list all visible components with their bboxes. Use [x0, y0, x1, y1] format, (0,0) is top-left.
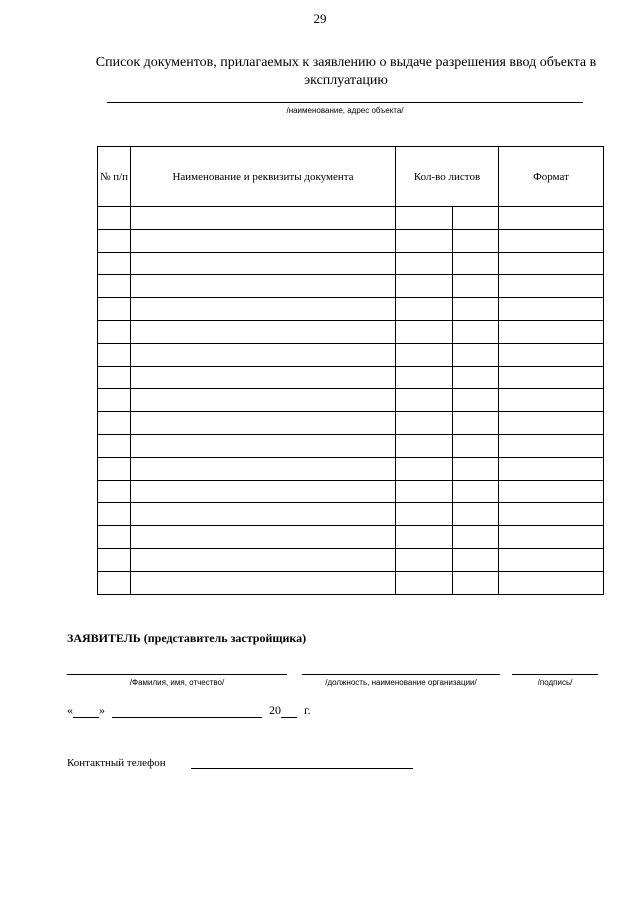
- applicant-heading: ЗАЯВИТЕЛЬ (представитель застройщика): [67, 631, 307, 645]
- row-sheets-cell-a[interactable]: [396, 275, 453, 298]
- table-row: [98, 207, 604, 230]
- row-sheets-cell-b[interactable]: [453, 480, 499, 503]
- row-sheets-cell-a[interactable]: [396, 548, 453, 571]
- date-close-quote: »: [99, 703, 105, 717]
- row-doc-name-cell[interactable]: [131, 503, 396, 526]
- row-format-cell[interactable]: [499, 207, 604, 230]
- row-num-cell[interactable]: [98, 366, 131, 389]
- year-prefix: 20: [269, 703, 281, 717]
- row-sheets-cell-a[interactable]: [396, 457, 453, 480]
- row-format-cell[interactable]: [499, 366, 604, 389]
- row-format-cell[interactable]: [499, 526, 604, 549]
- row-sheets-cell-b[interactable]: [453, 389, 499, 412]
- date-open-quote: «: [67, 703, 73, 717]
- row-doc-name-cell[interactable]: [131, 480, 396, 503]
- year-suffix: г.: [304, 703, 311, 717]
- table-row: [98, 503, 604, 526]
- row-num-cell[interactable]: [98, 252, 131, 275]
- signature-line: [512, 674, 598, 675]
- row-format-cell[interactable]: [499, 503, 604, 526]
- row-doc-name-cell[interactable]: [131, 298, 396, 321]
- row-doc-name-cell[interactable]: [131, 526, 396, 549]
- table-row: [98, 480, 604, 503]
- row-sheets-cell-a[interactable]: [396, 434, 453, 457]
- row-num-cell[interactable]: [98, 343, 131, 366]
- row-sheets-cell-b[interactable]: [453, 252, 499, 275]
- row-sheets-cell-a[interactable]: [396, 298, 453, 321]
- row-sheets-cell-b[interactable]: [453, 343, 499, 366]
- table-row: [98, 366, 604, 389]
- row-sheets-cell-a[interactable]: [396, 320, 453, 343]
- row-doc-name-cell[interactable]: [131, 343, 396, 366]
- row-sheets-cell-b[interactable]: [453, 298, 499, 321]
- row-doc-name-cell[interactable]: [131, 457, 396, 480]
- row-sheets-cell-b[interactable]: [453, 229, 499, 252]
- signature-caption: /подпись/: [537, 678, 573, 687]
- row-sheets-cell-a[interactable]: [396, 571, 453, 594]
- row-num-cell[interactable]: [98, 412, 131, 435]
- row-sheets-cell-a[interactable]: [396, 343, 453, 366]
- table-header-row: [98, 147, 604, 207]
- row-num-cell[interactable]: [98, 320, 131, 343]
- row-sheets-cell-a[interactable]: [396, 252, 453, 275]
- row-format-cell[interactable]: [499, 571, 604, 594]
- table-row: [98, 526, 604, 549]
- row-num-cell[interactable]: [98, 526, 131, 549]
- row-format-cell[interactable]: [499, 343, 604, 366]
- phone-line[interactable]: [191, 768, 413, 769]
- day-blank[interactable]: [73, 705, 99, 718]
- documents-table: [97, 146, 604, 595]
- row-doc-name-cell[interactable]: [131, 366, 396, 389]
- header-doc-name: Наименование и реквизиты документа: [131, 147, 396, 207]
- row-sheets-cell-a[interactable]: [396, 503, 453, 526]
- month-blank[interactable]: [112, 705, 262, 718]
- row-sheets-cell-b[interactable]: [453, 457, 499, 480]
- object-line: [107, 102, 583, 103]
- row-sheets-cell-b[interactable]: [453, 320, 499, 343]
- fio-caption: /Фамилия, имя, отчество/: [129, 678, 225, 687]
- header-num: № п/п: [98, 147, 131, 207]
- row-doc-name-cell[interactable]: [131, 389, 396, 412]
- table-row: [98, 412, 604, 435]
- row-sheets-cell-b[interactable]: [453, 275, 499, 298]
- row-doc-name-cell[interactable]: [131, 229, 396, 252]
- row-num-cell[interactable]: [98, 503, 131, 526]
- table-row: [98, 434, 604, 457]
- row-sheets-cell-a[interactable]: [396, 366, 453, 389]
- row-sheets-cell-a[interactable]: [396, 526, 453, 549]
- row-num-cell[interactable]: [98, 207, 131, 230]
- table-row: [98, 229, 604, 252]
- row-format-cell[interactable]: [499, 412, 604, 435]
- row-num-cell[interactable]: [98, 434, 131, 457]
- row-doc-name-cell[interactable]: [131, 207, 396, 230]
- row-format-cell[interactable]: [499, 320, 604, 343]
- table-row: [98, 571, 604, 594]
- row-num-cell[interactable]: [98, 571, 131, 594]
- row-sheets-cell-a[interactable]: [396, 389, 453, 412]
- table-row: [98, 298, 604, 321]
- row-doc-name-cell[interactable]: [131, 571, 396, 594]
- table-row: [98, 343, 604, 366]
- row-sheets-cell-b[interactable]: [453, 207, 499, 230]
- table-row: [98, 252, 604, 275]
- row-doc-name-cell[interactable]: [131, 548, 396, 571]
- row-format-cell[interactable]: [499, 389, 604, 412]
- table-row: [98, 457, 604, 480]
- row-format-cell[interactable]: [499, 457, 604, 480]
- row-sheets-cell-b[interactable]: [453, 366, 499, 389]
- row-doc-name-cell[interactable]: [131, 434, 396, 457]
- row-sheets-cell-a[interactable]: [396, 480, 453, 503]
- row-sheets-cell-a[interactable]: [396, 229, 453, 252]
- page-number: 29: [313, 11, 327, 26]
- row-doc-name-cell[interactable]: [131, 275, 396, 298]
- fio-line: [67, 674, 287, 675]
- row-sheets-cell-b[interactable]: [453, 503, 499, 526]
- table-row: [98, 548, 604, 571]
- row-num-cell[interactable]: [98, 480, 131, 503]
- row-format-cell[interactable]: [499, 275, 604, 298]
- phone-label: Контактный телефон: [67, 757, 166, 769]
- row-sheets-cell-b[interactable]: [453, 434, 499, 457]
- row-sheets-cell-b[interactable]: [453, 526, 499, 549]
- row-doc-name-cell[interactable]: [131, 320, 396, 343]
- table-row: [98, 275, 604, 298]
- row-num-cell[interactable]: [98, 548, 131, 571]
- row-num-cell[interactable]: [98, 389, 131, 412]
- row-num-cell[interactable]: [98, 275, 131, 298]
- row-sheets-cell-b[interactable]: [453, 548, 499, 571]
- row-doc-name-cell[interactable]: [131, 252, 396, 275]
- header-sheets: Кол-во листов: [396, 147, 499, 207]
- row-format-cell[interactable]: [499, 298, 604, 321]
- header-format: Формат: [499, 147, 604, 207]
- row-format-cell[interactable]: [499, 434, 604, 457]
- row-num-cell[interactable]: [98, 298, 131, 321]
- object-caption: /наименование, адрес объекта/: [286, 106, 404, 115]
- document-title: Список документов, прилагаемых к заявлению о выдаче разрешения ввод объекта в эксплуатацию: [95, 55, 597, 88]
- row-num-cell[interactable]: [98, 457, 131, 480]
- row-doc-name-cell[interactable]: [131, 412, 396, 435]
- row-format-cell[interactable]: [499, 252, 604, 275]
- table-row: [98, 389, 604, 412]
- position-line: [302, 674, 500, 675]
- date-row: [67, 703, 311, 718]
- table-body: [98, 207, 604, 595]
- row-sheets-cell-a[interactable]: [396, 412, 453, 435]
- row-format-cell[interactable]: [499, 480, 604, 503]
- position-caption: /должность, наименование организации/: [325, 678, 477, 687]
- row-sheets-cell-a[interactable]: [396, 207, 453, 230]
- year-blank[interactable]: [281, 705, 297, 718]
- row-sheets-cell-b[interactable]: [453, 412, 499, 435]
- table-row: [98, 320, 604, 343]
- row-num-cell[interactable]: [98, 229, 131, 252]
- row-format-cell[interactable]: [499, 229, 604, 252]
- row-sheets-cell-b[interactable]: [453, 571, 499, 594]
- row-format-cell[interactable]: [499, 548, 604, 571]
